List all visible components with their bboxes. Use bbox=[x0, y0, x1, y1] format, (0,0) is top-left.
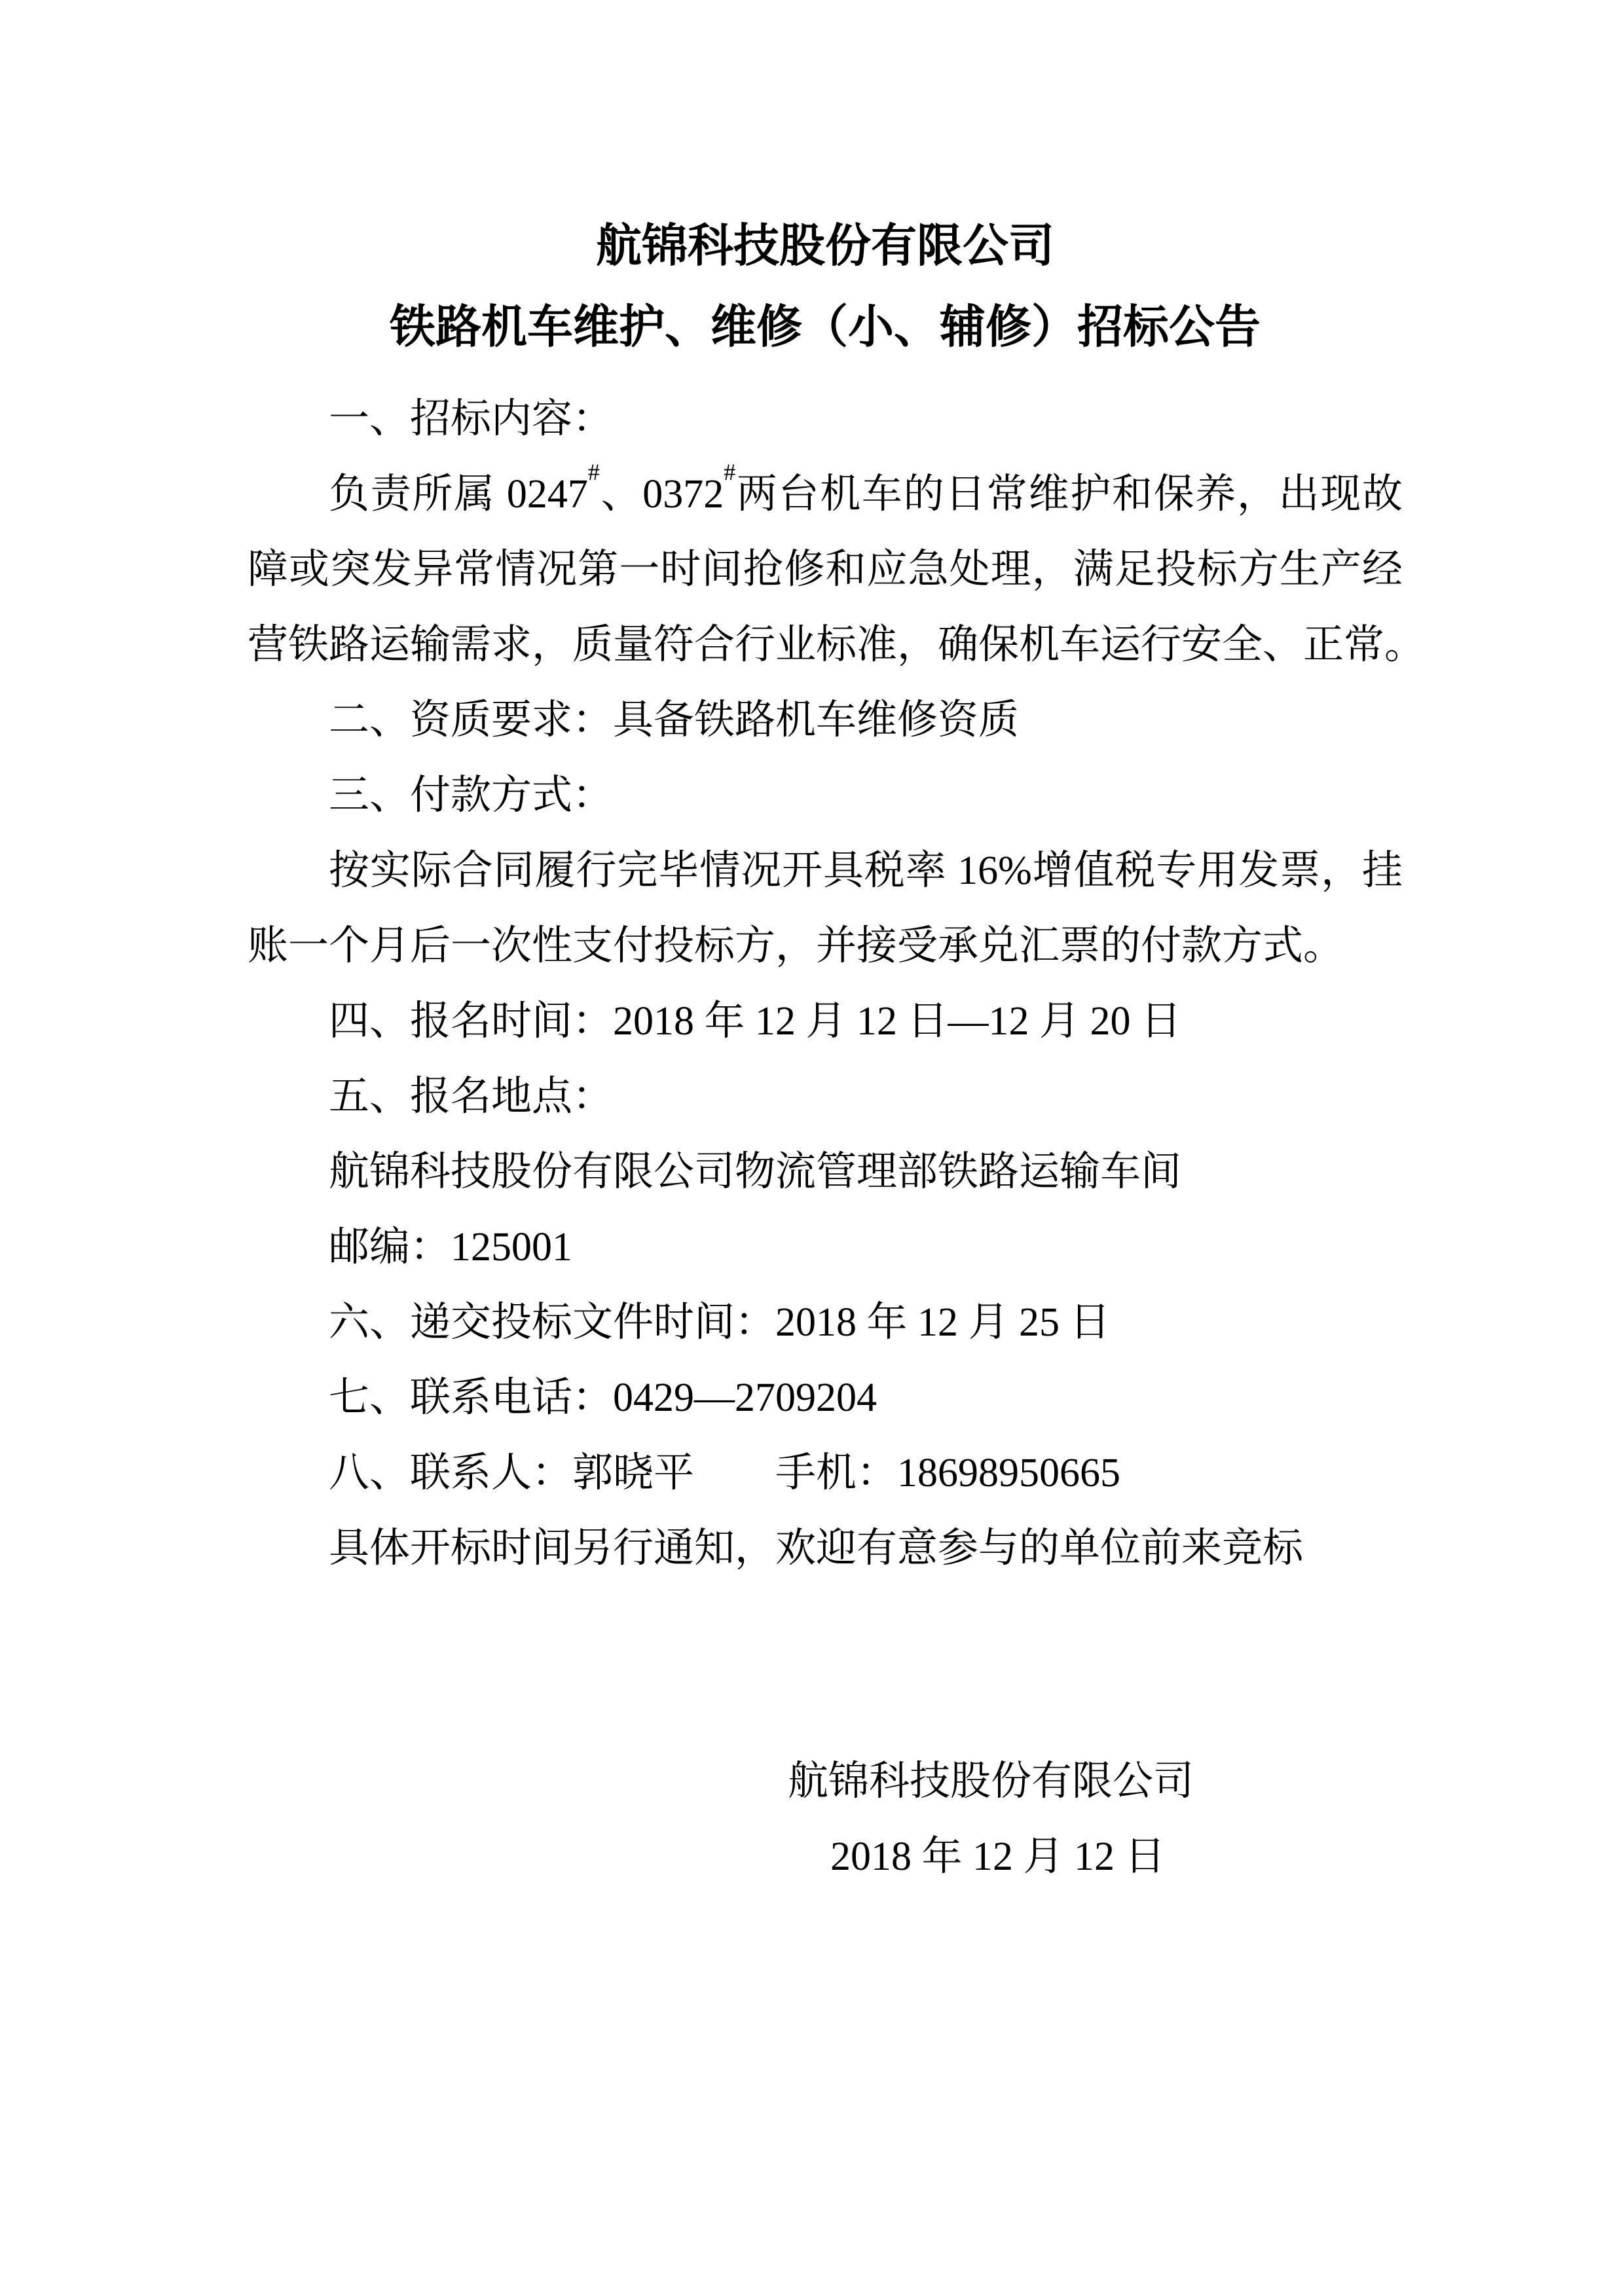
document-title: 航锦科技股份有限公司 bbox=[596, 221, 1054, 272]
section-2-qualification: 二、资质要求：具备铁路机车维修资质 bbox=[329, 698, 1020, 742]
hash-superscript-1: # bbox=[587, 458, 600, 485]
document-body bbox=[248, 382, 1426, 1586]
signature-date: 2018 年 12 月 12 日 bbox=[830, 1834, 1166, 1879]
para-tender-content-line-1 bbox=[248, 457, 1403, 532]
closing-note: 具体开标时间另行通知，欢迎有意参与的单位前来竞标 bbox=[329, 1526, 1304, 1571]
section-1-heading: 一、招标内容： bbox=[329, 397, 614, 441]
section-5-heading: 五、报名地点： bbox=[329, 1074, 614, 1119]
section-8-contact-person: 八、联系人：郭晓平 手机：18698950665 bbox=[329, 1451, 1121, 1495]
signature-company: 航锦科技股份有限公司 bbox=[788, 1759, 1194, 1804]
section-7-contact-phone: 七、联系电话：0429—2709204 bbox=[329, 1376, 877, 1420]
signature-block bbox=[248, 1744, 1403, 1895]
section-3-heading: 三、付款方式： bbox=[329, 773, 614, 818]
para-payment-line-2: 账一个月后一次性支付投标方，并接受承兑汇票的付款方式。 bbox=[248, 924, 1344, 968]
section-5-postcode: 邮编：125001 bbox=[329, 1225, 573, 1269]
para-text: 负责所属 0247 bbox=[329, 472, 588, 517]
section-6-submission-time: 六、递交投标文件时间：2018 年 12 月 25 日 bbox=[329, 1300, 1111, 1345]
para-tender-content-line-2: 障或突发异常情况第一时间抢修和应急处理，满足投标方生产经 bbox=[248, 547, 1403, 592]
hash-superscript-2: # bbox=[724, 458, 736, 485]
para-text: 两台机车的日常维护和保养，出现故 bbox=[735, 472, 1403, 517]
document-subtitle: 铁路机车维护、维修（小、辅修）招标公告 bbox=[390, 302, 1261, 353]
para-payment-line-1: 按实际合同履行完毕情况开具税率 16%增值税专用发票，挂 bbox=[329, 848, 1403, 893]
document-content bbox=[248, 206, 1426, 1895]
section-5-address: 航锦科技股份有限公司物流管理部铁路运输车间 bbox=[329, 1150, 1182, 1194]
section-4-registration-time: 四、报名时间：2018 年 12 月 12 日—12 月 20 日 bbox=[329, 999, 1182, 1044]
para-tender-content-line-3: 营铁路运输需求，质量符合行业标准，确保机车运行安全、正常。 bbox=[248, 623, 1426, 667]
para-text: 、0372 bbox=[599, 472, 724, 517]
